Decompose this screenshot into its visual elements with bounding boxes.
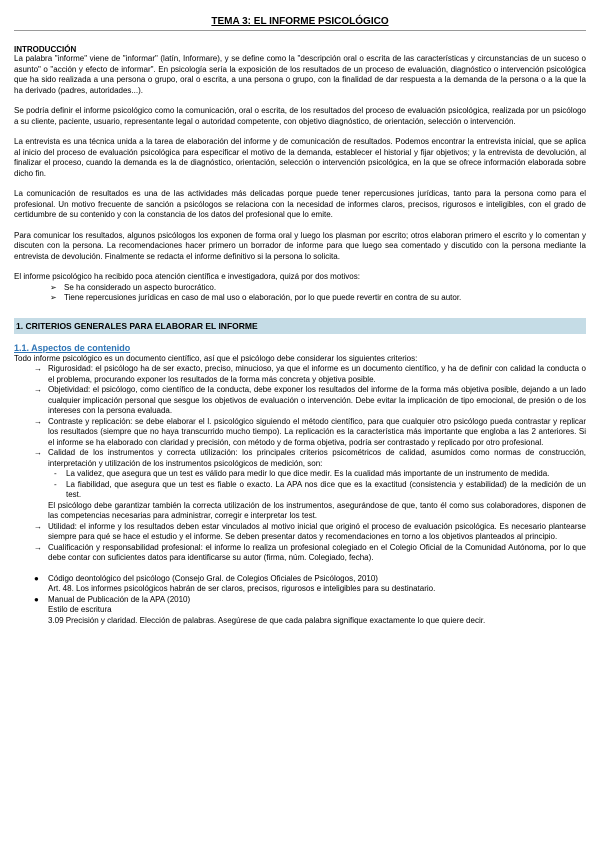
list-item: → Contraste y replicación: se debe elaborar el l. psicológico siguiendo el método científico, para que cualquier otro psicólogo pueda contrastar y replicar los resultados (siempre que no haya transcurrido mucho tiempo). La replicación es la característica más importante que engloba a las 2 anteriores. Si el informe se ha elaborado con claridad y precisión, con método y de forma objetiva, podría ser contrastado y replicado por otro profesional. bbox=[34, 416, 586, 447]
arrow-right-icon: → bbox=[34, 385, 42, 394]
list-item: → Cualificación y responsabilidad profesional: el informe lo realiza un profesional colegiado en el Colegio Oficial de la Comunidad Autónoma, por lo que debe contar con suficientes datos para identificarse su autor (firma, núm. Colegiado, fecha). bbox=[34, 542, 586, 562]
list-item: → Calidad de los instrumentos y correcta utilización: los principales criterios psicométricos de calidad, asumidos como normas de construcción, interpretación y utilización de los instrumentos psicológicos de medición, son: bbox=[34, 448, 586, 468]
intro-heading: INTRODUCCIÓN bbox=[14, 45, 77, 54]
arrowhead-bullet-icon: ➢ bbox=[50, 282, 57, 292]
list-item: - La fiabilidad, que asegura que un test es fiable o exacto. La APA nos dice que es la exactitud (consistencia y estabilidad) de la medición de un test. bbox=[54, 479, 586, 499]
document-title: TEMA 3: EL INFORME PSICOLÓGICO bbox=[211, 16, 389, 27]
list-item: ➢ Tiene repercusiones jurídicas en caso de mal uso o elaboración, por lo que puede revertir en contra de su autor. bbox=[50, 293, 462, 302]
subsection-1-1-heading: 1.1. Aspectos de contenido bbox=[14, 342, 131, 353]
arrow-right-icon: → bbox=[34, 521, 42, 531]
instrument-note: El psicólogo debe garantizar también la correcta utilización de los instrumentos, asegurándose de que, tanto él como sus colaboradores, disponen de las competencias necesarias para administrar, corregir e interpretar los test. bbox=[48, 500, 586, 520]
intro-paragraph-5: Para comunicar los resultados, algunos psicólogos los exponen de forma oral y luego los plasman por escrito; otros elaboran primero el escrito y lo comentan y discuten con la persona. La recomendaciones hacer primero un borrador de informe para que luego sea comentado y discutido con la persona mediante la entrevista de devolución. Finalmente se redacta el informe definitivo si la persona lo solicita. bbox=[14, 230, 586, 261]
reference-detail: Art. 48. Los informes psicológicos habrán de ser claros, precisos, rigurosos e inteligibles para su destinatario. bbox=[48, 584, 436, 593]
list-item bbox=[14, 595, 586, 606]
reference-detail: Estilo de escritura bbox=[48, 605, 112, 614]
reference-title: Manual de Publicación de la APA (2010) bbox=[48, 594, 191, 604]
list-item bbox=[14, 574, 586, 585]
references-list bbox=[14, 574, 586, 627]
bullet-dot-icon: ● bbox=[34, 573, 39, 583]
reference-title: Código deontológico del psicólogo (Consejo Gral. de Colegios Oficiales de Psicólogos, 2010) bbox=[48, 573, 378, 583]
dash-bullet: - bbox=[54, 469, 57, 478]
motives-list bbox=[14, 283, 586, 304]
arrow-right-icon: → bbox=[34, 416, 42, 426]
arrow-right-icon: → bbox=[34, 364, 42, 373]
list-item: → Objetividad: el psicólogo, como científico de la conducta, debe exponer los resultados del informe de la forma más objetiva posible, dejando a un lado cualquier implicación personal que sesgue los objetivos de evaluación o intervención. Debe evitar la implicación de tipo emocional, de presión o de los intereses con la persona evaluada. bbox=[34, 385, 586, 415]
section-1-heading: 1. CRITERIOS GENERALES PARA ELABORAR EL INFORME bbox=[14, 318, 586, 334]
list-item: ➢ Se ha considerado un aspecto burocrático. bbox=[50, 282, 217, 292]
intro-paragraph-6: El informe psicológico ha recibido poca atención científica e investigadora, quizá por dos motivos: bbox=[14, 272, 360, 281]
intro-paragraph-4: La comunicación de resultados es una de las actividades más delicadas porque puede tener repercusiones jurídicas, tanto para la persona como para el profesional. Un motivo frecuente de sanción a psicólogos se relaciona con la necesidad de informes claros, precisos, rigurosos e inteligibles, con el grado de certidumbre de su contenido y con la constancia de los datos del profesional que lo emite. bbox=[14, 189, 586, 219]
criteria-list-continued bbox=[14, 522, 586, 564]
criteria-lead: Todo informe psicológico es un documento científico, así que el psicólogo debe considerar los siguientes criterios: bbox=[14, 353, 418, 363]
arrow-right-icon: → bbox=[34, 448, 42, 457]
list-item: - La validez, que asegura que un test es válido para medir lo que dice medir. Es la cualidad más importante de un instrumento de medida. bbox=[54, 469, 550, 478]
dash-bullet: - bbox=[54, 479, 57, 489]
arrowhead-bullet-icon: ➢ bbox=[50, 293, 57, 302]
bullet-dot-icon: ● bbox=[34, 594, 39, 604]
intro-paragraph-3: La entrevista es una técnica unida a la tarea de elaboración del informe y de comunicación de resultados. Podemos encontrar la entrevista inicial, que se aplica al inicio del proceso de evaluación psicológica para especificar el motivo de la demanda, establecer el historial y fijar objetivos; y la entrevista de devolución, al finalizar el proceso, cuando la demanda es la de diagnóstico, orientación, selección o intervención psicológica, en la que se ofrece información elaborada sobre dicho fin. bbox=[14, 137, 586, 178]
list-item: → Rigurosidad: el psicólogo ha de ser exacto, preciso, minucioso, ya que el informe es un documento científico, y ha de definir con calidad la conducta o el problema, procurando exponer los resultados de la forma más concreta y objetiva posible. bbox=[34, 364, 586, 384]
reference-detail: 3.09 Precisión y claridad. Elección de palabras. Asegúrese de que cada palabra signifique exactamente lo que quiere decir. bbox=[48, 615, 486, 625]
quality-criteria-list bbox=[14, 469, 586, 501]
intro-paragraph-2: Se podría definir el informe psicológico como la comunicación, oral o escrita, de los resultados del proceso de evaluación psicológica, realizada por un psicólogo a su cliente, paciente, usuario, representante legal o autoridad competente, con objetivo diagnóstico, de orientación, selección o intervención. bbox=[14, 106, 586, 126]
intro-paragraph-1: La palabra "informe" viene de "informar" (latín, Informare), y se define como la "descripción oral o escrita de las características y circunstancias de un suceso o asunto" o "acción y efecto de informar". En psicología sería la exposición de los resultados de un proceso de evaluación, diagnóstico o intervención psicológica que ha sido realizada a una persona o grupo, oral o escrita, a una persona o grupo, con la finalidad de dar respuesta a la demanda de la persona o a la que la ha derivado (padres, autoridades...). bbox=[14, 54, 586, 95]
list-item: → Utilidad: el informe y los resultados deben estar vinculados al motivo inicial que originó el proceso de evaluación psicológica. Es necesario plantearse siempre para qué se hace el estudio y el informe. Se deben presentar datos y recomendaciones en torno a los objetivos planteados al principio. bbox=[34, 521, 586, 541]
document-page bbox=[14, 14, 586, 626]
arrow-right-icon: → bbox=[34, 542, 42, 552]
criteria-list bbox=[14, 364, 586, 469]
title-rule bbox=[14, 30, 586, 31]
